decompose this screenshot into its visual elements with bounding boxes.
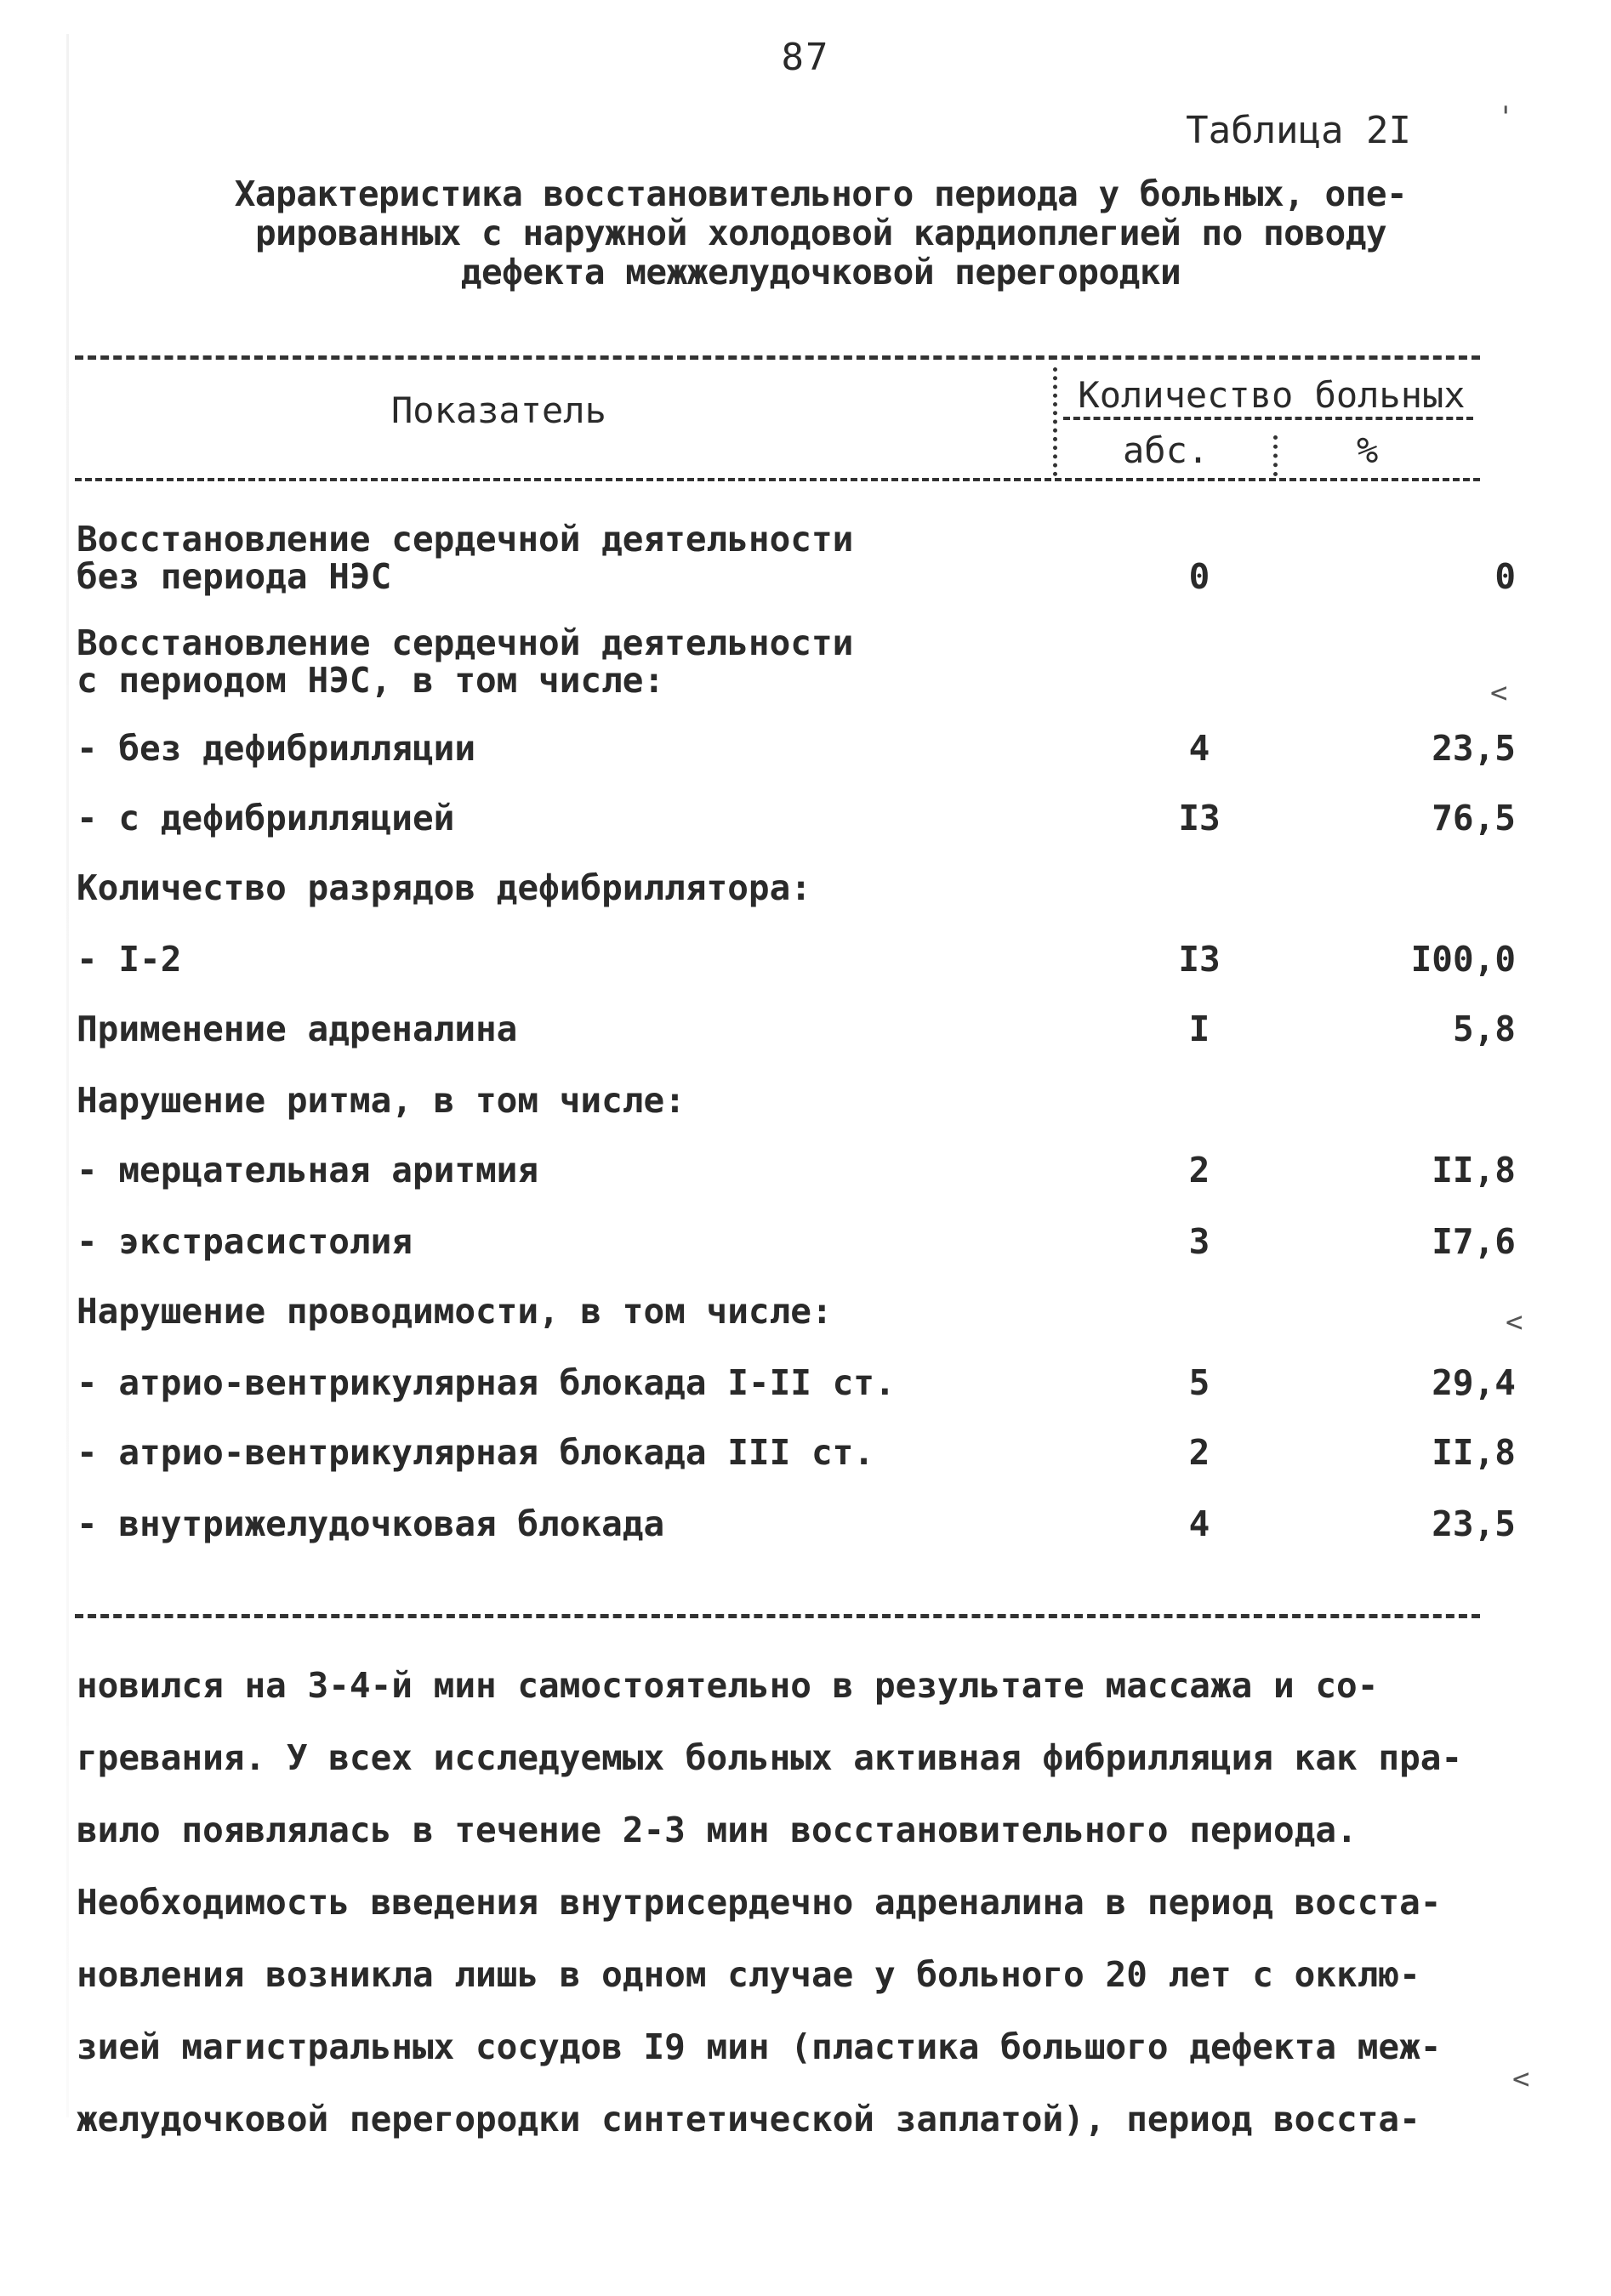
row-label: - атрио-вентрикулярная блокада I-II ст.	[77, 1362, 896, 1403]
header-subcolumn-divider	[1273, 435, 1278, 476]
row-abs: I3	[1178, 798, 1221, 838]
row-abs: 5	[1188, 1362, 1210, 1403]
header-column-divider	[1053, 367, 1057, 476]
row-abs: I	[1188, 1009, 1210, 1049]
row-label	[77, 520, 853, 595]
margin-mark: <	[1506, 1305, 1523, 1339]
table-label: Таблица 2I	[1186, 109, 1411, 152]
row-abs: 4	[1188, 1503, 1210, 1544]
body-line: новился на 3-4-й мин самостоятельно в результате массажа и со-	[77, 1665, 1379, 1706]
header-group-underline	[1063, 417, 1473, 420]
scan-edge	[66, 34, 69, 2117]
row-abs: 4	[1188, 728, 1210, 769]
row-label: Нарушение проводимости, в том числе:	[77, 1291, 833, 1332]
body-line: гревания. У всех исследуемых больных активная фибрилляция как пра-	[77, 1737, 1463, 1778]
body-line: желудочковой перегородки синтетической заплатой), период восста-	[77, 2099, 1420, 2140]
body-line: новления возникла лишь в одном случае у больного 20 лет с окклю-	[77, 1954, 1420, 1995]
row-pct: 29,4	[1432, 1362, 1516, 1403]
row-abs: 2	[1188, 1150, 1210, 1191]
header-indicator: Показатель	[391, 389, 606, 431]
row-pct: II,8	[1432, 1150, 1516, 1191]
row-label	[77, 624, 853, 699]
row-abs: 0	[1188, 556, 1210, 597]
row-pct: II,8	[1432, 1432, 1516, 1473]
table-bottom-rule	[75, 1614, 1480, 1618]
row-pct: 0	[1494, 556, 1516, 597]
row-label: - без дефибрилляции	[77, 728, 475, 769]
row-label-line: Восстановление сердечной деятельности	[77, 519, 854, 560]
row-label-line: без периода НЭС	[77, 556, 392, 597]
caption-line: рированных с наружной холодовой кардиоплегией по поводу	[254, 213, 1387, 253]
table-top-rule	[75, 355, 1480, 360]
row-pct: I7,6	[1432, 1221, 1516, 1262]
row-label: Количество разрядов дефибриллятора:	[77, 867, 811, 908]
body-paragraph	[77, 1650, 1523, 2156]
margin-mark: <	[1490, 676, 1508, 710]
row-label: - экстрасистолия	[77, 1221, 413, 1262]
margin-mark: <	[1512, 2062, 1530, 2096]
row-label: - мерцательная аритмия	[77, 1150, 539, 1191]
caption-line: Характеристика восстановительного периода у больных, опе-	[234, 173, 1408, 214]
page-number: 87	[781, 36, 830, 79]
row-label: - I-2	[77, 939, 182, 980]
margin-mark: '	[1497, 100, 1515, 134]
row-label-line: Восстановление сердечной деятельности	[77, 622, 854, 663]
row-pct: 23,5	[1432, 728, 1516, 769]
caption-line: дефекта межжелудочковой перегородки	[460, 252, 1181, 293]
row-pct: I00,0	[1410, 939, 1516, 980]
header-group: Количество больных	[1078, 374, 1466, 416]
row-pct: 76,5	[1432, 798, 1516, 838]
header-abs: абс.	[1123, 429, 1210, 471]
row-label: - с дефибрилляцией	[77, 798, 455, 838]
row-pct: 23,5	[1432, 1503, 1516, 1544]
header-pct: %	[1357, 429, 1379, 471]
row-label: - внутрижелудочковая блокада	[77, 1503, 665, 1544]
row-abs: 2	[1188, 1432, 1210, 1473]
row-label: Нарушение ритма, в том числе:	[77, 1080, 686, 1121]
row-abs: 3	[1188, 1221, 1210, 1262]
row-pct: 5,8	[1452, 1009, 1516, 1049]
row-label: - атрио-вентрикулярная блокада III ст.	[77, 1432, 874, 1473]
table-caption	[179, 174, 1463, 292]
row-label: Применение адреналина	[77, 1009, 518, 1049]
row-abs: I3	[1178, 939, 1221, 980]
body-line: Необходимость введения внутрисердечно адреналина в период восста-	[77, 1882, 1442, 1923]
row-label-line: с периодом НЭС, в том числе:	[77, 660, 665, 701]
body-line: зией магистральных сосудов I9 мин (пластика большого дефекта меж-	[77, 2026, 1442, 2067]
body-line: вило появлялась в течение 2-3 мин восстановительного периода.	[77, 1810, 1358, 1850]
header-bottom-rule	[75, 478, 1480, 481]
